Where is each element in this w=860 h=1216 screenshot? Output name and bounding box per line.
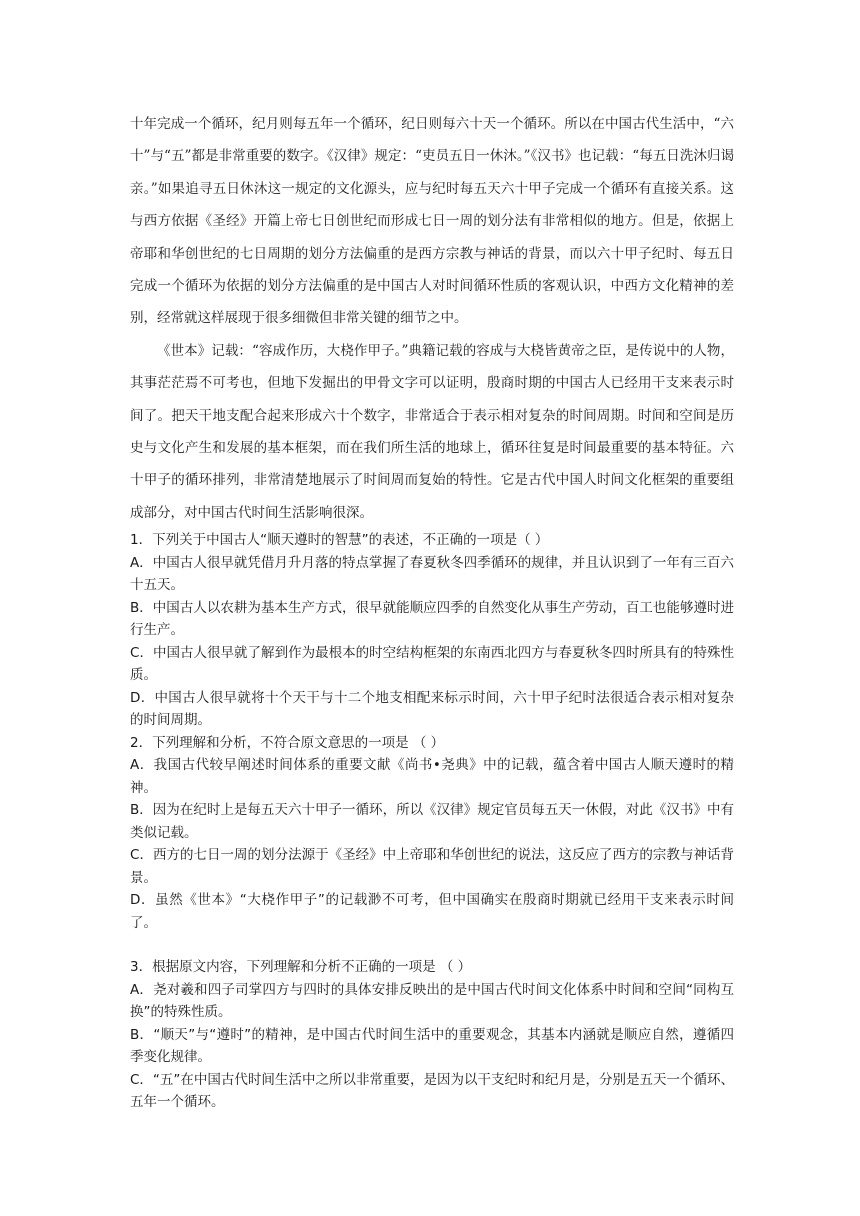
passage-paragraph-2: 《世本》记载：“容成作历，大桡作甲子。”典籍记载的容成与大桡皆黄帝之臣，是传说中的人物，其事茫茫焉不可考也，但地下发掘出的甲骨文字可以证明，殷商时期的中国古人已经用干支来表示时间了。把天干地支配合起来形成六十个数字，非常适合于表示相对复杂的时间周期。时间和空间是历史与文化产生和发展的基本框架，而在我们所生活的地球上，循环往复是时间最重要的基本特征。六十甲子的循环排列，非常清楚地展示了时间周而复始的特性。它是古代中国人时间文化框架的重要组成部分，对中国古代时间生活影响很深。 (130, 342, 734, 521)
question-3-stem: 3．根据原文内容，下列理解和分析不正确的一项是 （ ） (130, 959, 472, 976)
question-3-option-c: C．“五”在中国古代时间生活中之所以非常重要，是因为以干支纪时和纪月是，分别是五天一个循环、五年一个循环。 (130, 1071, 734, 1111)
question-1 (130, 529, 734, 732)
question-2-option-c: C．西方的七日一周的划分法源于《圣经》中上帝耶和华创世纪的说法，这反应了西方的宗教与神话背景。 (130, 847, 734, 886)
blank-line (130, 934, 734, 956)
question-1-option-a: A．中国古人很早就凭借月升月落的特点掌握了春夏秋冬四季循环的规律，并且认识到了一年有三百六十五天。 (130, 554, 734, 594)
question-1-option-d: D．中国古人很早就将十个天干与十二个地支相配来标示时间，六十甲子纪时法很适合表示相对复杂的时间周期。 (130, 689, 734, 729)
question-3 (130, 956, 734, 1114)
passage-paragraph-1: 十年完成一个循环，纪月则每五年一个循环，纪日则每六十天一个循环。所以在中国古代生活中，“六十”与“五”都是非常重要的数字。《汉律》规定：“吏员五日一休沐。”《汉书》也记载：“每五日洗沐归谒亲。”如果追寻五日休沐这一规定的文化源头，应与纪时每五天六十甲子完成一个循环有直接关系。这与西方依据《圣经》开篇上帝七日创世纪而形成七日一周的划分法有非常相似的地方。但是，依据上帝耶和华创世纪的七日周期的划分方法偏重的是西方宗教与神话的背景，而以六十甲子纪时、每五日完成一个循环为依据的划分方法偏重的是中国古人对时间循环性质的客观认识，中西方文化精神的差别，经常就这样展现于很多细微但非常关键的细节之中。 (130, 116, 734, 327)
question-2-option-d: D．虽然《世本》“大桡作甲子”的记载渺不可考，但中国确实在殷商时期就已经用干支来表示时间了。 (130, 892, 734, 931)
question-1-stem: 1．下列关于中国古人“顺天遵时的智慧”的表述，不正确的一项是（ ） (130, 532, 549, 549)
question-2-option-b: B．因为在纪时上是每五天六十甲子一循环，所以《汉律》规定官员每五天一休假，对此《汉书》中有类似记载。 (130, 802, 734, 841)
question-2 (130, 732, 734, 935)
question-2-stem: 2．下列理解和分析，不符合原文意思的一项是 （ ） (130, 734, 445, 751)
question-1-option-b: B．中国古人以农耕为基本生产方式，很早就能顺应四季的自然变化从事生产劳动，百工也能够遵时进行生产。 (130, 599, 734, 639)
question-3-option-b: B．“顺天”与“遵时”的精神，是中国古代时间生活中的重要观念，其基本内涵就是顺应自然，遵循四季变化规律。 (130, 1026, 734, 1066)
document-page (130, 108, 734, 1114)
question-2-option-a: A．我国古代较早阐述时间体系的重要文献《尚书•尧典》中的记载，蕴含着中国古人顺天遵时的精神。 (130, 757, 734, 796)
question-1-option-c: C．中国古人很早就了解到作为最根本的时空结构框架的东南西北四方与春夏秋冬四时所具有的特殊性质。 (130, 644, 734, 684)
question-3-option-a: A．尧对羲和四子司掌四方与四时的具体安排反映出的是中国古代时间文化体系中时间和空间“同构互换”的特殊性质。 (130, 981, 734, 1021)
